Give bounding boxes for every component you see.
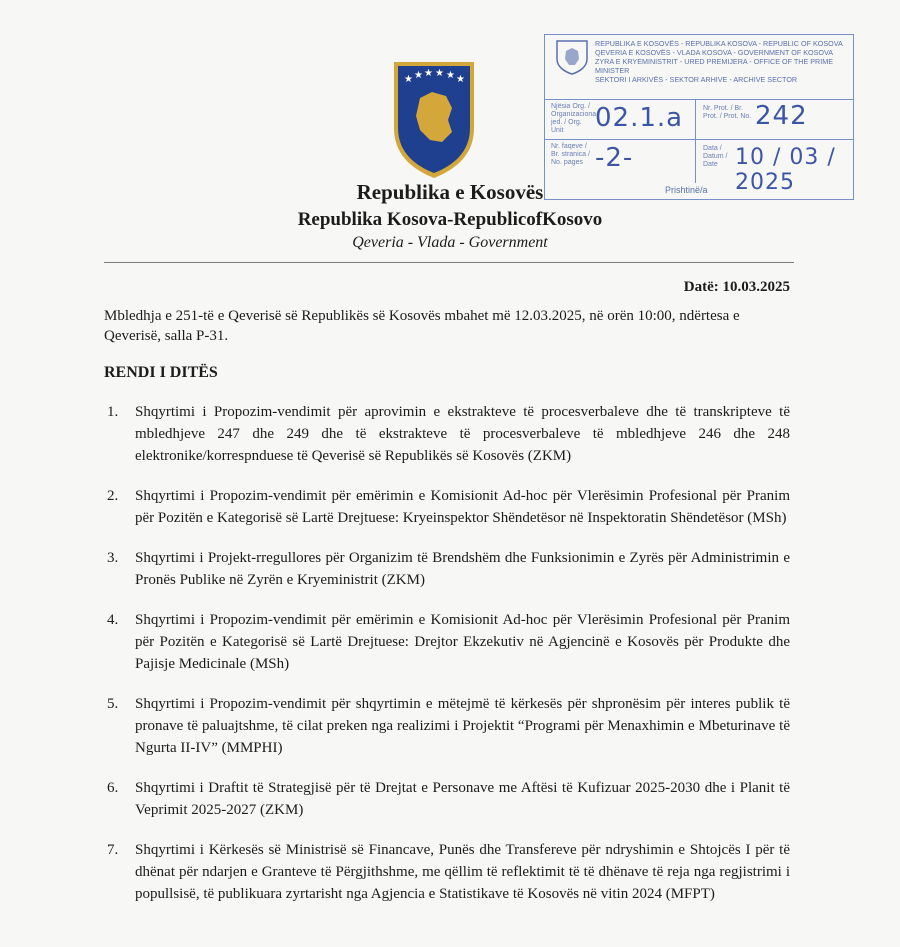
stamp-divider xyxy=(545,139,853,140)
agenda-item xyxy=(107,401,790,467)
agenda-item-number: 1. xyxy=(107,404,119,420)
archive-stamp xyxy=(544,34,854,200)
agenda-item-text: Shqyrtimi i Propozim-vendimit për aprovimin e ekstrakteve të procesverbaleve dhe të transkripteve të mbledhjeve 247 dhe 249 dhe të ekstrakteve të procesverbaleve të mbledhjeve 246 dhe 248 elektronike/korrespnduese të Qeverisë së Republikës së Kosovës (ZKM) xyxy=(135,404,790,464)
stamp-org-value: 02.1.a xyxy=(595,103,684,133)
agenda-item-number: 3. xyxy=(107,550,119,566)
stamp-line: ZYRA E KRYEMINISTRIT - URED PREMIJERA - OFFICE OF THE PRIME MINISTER xyxy=(595,57,834,75)
stamp-field-prot-label: Nr. Prot. / Br. Prot. / Prot. No. xyxy=(703,105,752,120)
stamp-header-lines xyxy=(595,39,847,84)
agenda-item-number: 4. xyxy=(107,612,119,628)
stamp-divider xyxy=(695,99,696,183)
stamp-line: SEKTORI I ARKIVËS - SEKTOR ARHIVE - ARCHIVE SECTOR xyxy=(595,75,798,84)
agenda-list xyxy=(107,401,790,923)
agenda-item xyxy=(107,547,790,591)
document-date: Datë: 10.03.2025 xyxy=(683,279,790,295)
agenda-item-text: Shqyrtimi i Kërkesës së Ministrisë së Financave, Punës dhe Transfereve për ndryshimin e Shtojcës I për të dhënat për ndarjen e Granteve të Përgjithshme, me qëllim të reflektimit të të dhënave të reja nga regjistrimi i popullsisë, të publikuara zyrtarisht nga Agjencia e Statistikave të Kosovës në vitin 2024 (MFPT) xyxy=(135,842,790,902)
stamp-date-value: 10 / 03 / 2025 xyxy=(735,145,836,195)
agenda-item-number: 6. xyxy=(107,780,119,796)
agenda-item-number: 5. xyxy=(107,696,119,712)
agenda-item-text: Shqyrtimi i Propozim-vendimit për emërimin e Komisionit Ad-hoc për Vlerësimin Profesional për Pranim për Pozitën e Kategorisë së Lartë Drejtuese: Drejtor Ekzekutiv në Agjencinë e Kosovës për Produkte dhe Pajisje Medicinale (MSh) xyxy=(135,612,790,672)
agenda-item-text: Shqyrtimi i Propozim-vendimit për shqyrtimin e mëtejmë të kërkesës për shpronësim për interes publik të pronave të paluajtshme, të cilat preken nga realizimi i Projektit “Programi për Menaxhimin e Mbeturinave të Ngurta II-IV” (MMPHI) xyxy=(135,696,790,756)
header-divider xyxy=(104,262,794,263)
stamp-place: Prishtinë/a xyxy=(665,185,708,195)
government-title: Qeveria - Vlada - Government xyxy=(352,234,548,251)
agenda-item-number: 2. xyxy=(107,488,119,504)
svg-text:★: ★ xyxy=(456,74,465,85)
stamp-line: QEVERIA E KOSOVËS - VLADA KOSOVA - GOVERNMENT OF KOSOVA xyxy=(595,48,834,57)
stamp-field-pages-label: Nr. faqeve / Br. stranica / No. pages xyxy=(551,143,590,166)
agenda-item xyxy=(107,485,790,529)
agenda-item xyxy=(107,777,790,821)
agenda-item-text: Shqyrtimi i Propozim-vendimit për emërimin e Komisionit Ad-hoc për Vlerësimin Profesional për Pranim për Pozitën e Kategorisë së Lartë Drejtuese: Kryeinspektor Shëndetësor në Inspektoratin Shëndetësor (MSh) xyxy=(135,488,790,526)
stamp-prot-value: 242 xyxy=(755,101,808,131)
meeting-intro: Mbledhja e 251-të e Qeverisë së Republikës së Kosovës mbahet më 12.03.2025, në orën 10:00, ndërtesa e Qeverisë, salla P-31. xyxy=(104,308,740,344)
agenda-item-number: 7. xyxy=(107,842,119,858)
kosovo-coat-of-arms-icon xyxy=(390,58,478,180)
country-name: Republika e Kosovës xyxy=(356,180,544,204)
stamp-divider xyxy=(545,99,853,100)
stamp-pages-value: -2- xyxy=(595,143,634,173)
stamp-field-org-label: Njësia Org. / Organizaciona jed. / Org. Unit xyxy=(551,103,597,134)
agenda-item xyxy=(107,693,790,759)
stamp-seal-icon xyxy=(555,39,589,75)
agenda-title: RENDI I DITËS xyxy=(104,364,218,381)
agenda-item xyxy=(107,839,790,905)
svg-text:★: ★ xyxy=(404,74,413,85)
stamp-line: REPUBLIKA E KOSOVËS - REPUBLIKA KOSOVA - REPUBLIC OF KOSOVA xyxy=(595,39,843,48)
svg-text:★: ★ xyxy=(446,70,455,81)
agenda-item-text: Shqyrtimi i Draftit të Strategjisë për të Drejtat e Personave me Aftësi të Kufizuar 2025-2030 dhe i Planit të Veprimit 2025-2027 (ZKM) xyxy=(135,780,790,818)
svg-text:★: ★ xyxy=(435,68,444,79)
agenda-item xyxy=(107,609,790,675)
svg-text:★: ★ xyxy=(414,70,423,81)
svg-text:★: ★ xyxy=(424,68,433,79)
agenda-item-text: Shqyrtimi i Projekt-rregullores për Organizim të Brendshëm dhe Funksionimin e Zyrës për Administrimin e Pronës Publike në Zyrën e Kryeministrit (ZKM) xyxy=(135,550,790,588)
country-name-alt: Republika Kosova-RepublicofKosovo xyxy=(297,209,603,230)
stamp-field-date-label: Data / Datum / Date xyxy=(703,145,728,168)
